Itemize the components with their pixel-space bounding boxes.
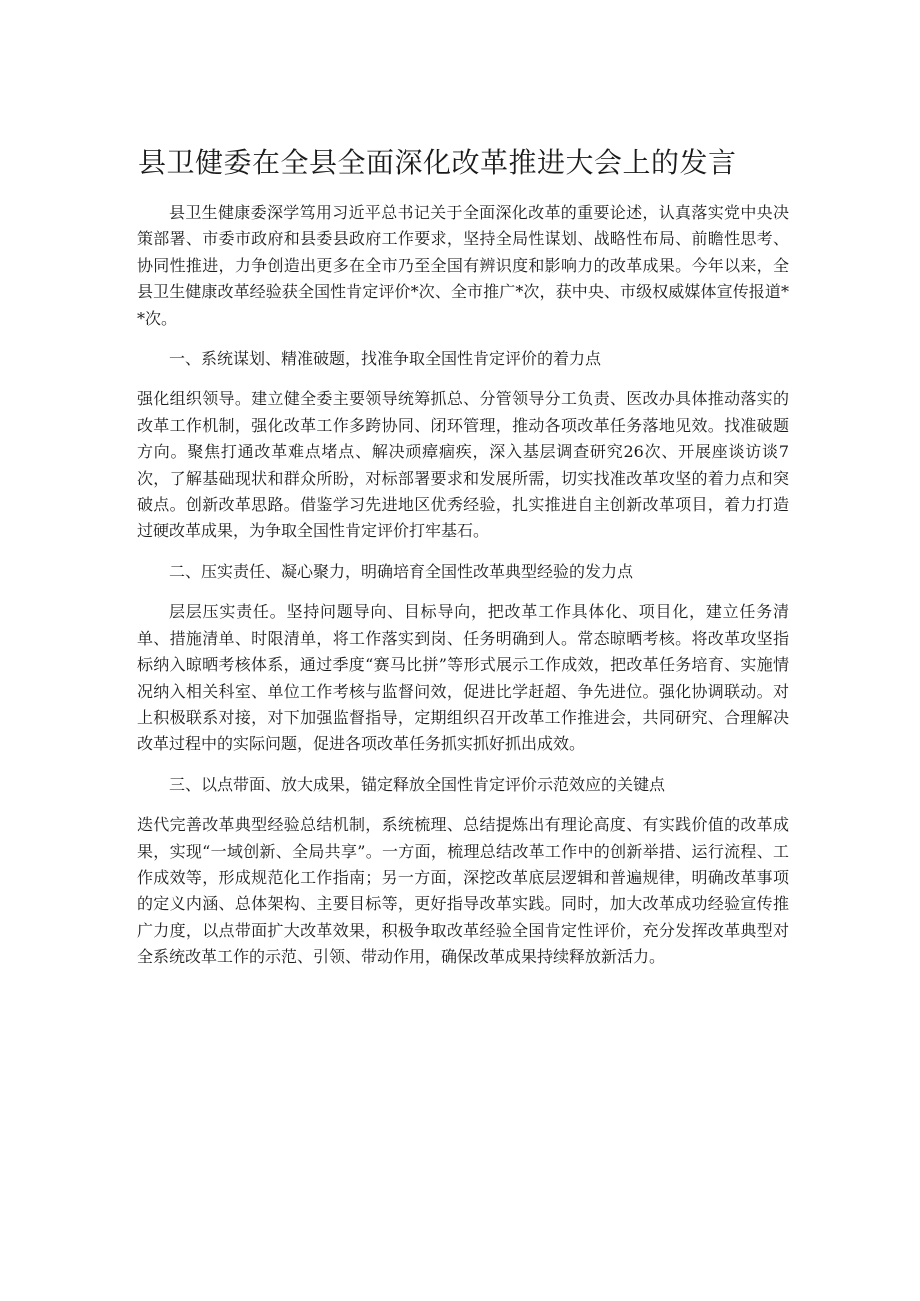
section-heading-2: 二、压实责任、凝心聚力，明确培育全国性改革典型经验的发力点: [169, 561, 634, 581]
intro-paragraph: 县卫生健康委深学笃用习近平总书记关于全面深化改革的重要论述，认真落实党中央决策部署、市委市政府和县委县政府工作要求，坚持全局性谋划、战略性布局、前瞻性思考、协同性推进，力争创造出更多在全市乃至全国有辨识度和影响力的改革成果。今年以来，全县卫生健康改革经验获全国性肯定评价*次、全市推广*次，获中央、市级权威媒体宣传报道**次。: [137, 203, 789, 328]
document-body: [137, 200, 789, 971]
section-body-1: 强化组织领导。建立健全委主要领导统筹抓总、分管领导分工负责、医改办具体推动落实的改革工作机制，强化改革工作多跨协同、闭环管理，推动各项改革任务落地见效。找准破题方向。聚焦打通改革难点堵点、解决顽瘴痼疾，深入基层调查研究26次、开展座谈访谈7次，了解基础现状和群众所盼，对标部署要求和发展所需，切实找准改革攻坚的着力点和突破点。创新改革思路。借鉴学习先进地区优秀经验，扎实推进自主创新改革项目，着力打造过硬改革成果，为争取全国性肯定评价打牢基石。: [137, 389, 789, 541]
section-body-3: 迭代完善改革典型经验总结机制，系统梳理、总结提炼出有理论高度、有实践价值的改革成果，实现“一域创新、全局共享”。一方面，梳理总结改革工作中的创新举措、运行流程、工作成效等，形成规范化工作指南；另一方面，深挖改革底层逻辑和普遍规律，明确改革事项的定义内涵、总体架构、主要目标等，更好指导改革实践。同时，加大改革成功经验宣传推广力度，以点带面扩大改革效果，积极争取改革经验全国肯定性评价，充分发挥改革典型对全系统改革工作的示范、引领、带动作用，确保改革成果持续释放新活力。: [137, 815, 789, 967]
section-body-2: 层层压实责任。坚持问题导向、目标导向，把改革工作具体化、项目化，建立任务清单、措施清单、时限清单，将工作落实到岗、任务明确到人。常态晾晒考核。将改革攻坚指标纳入晾晒考核体系，通过季度“赛马比拼”等形式展示工作成效，把改革任务培育、实施情况纳入相关科室、单位工作考核与监督问效，促进比学赶超、争先进位。强化协调联动。对上积极联系对接，对下加强监督指导，定期组织召开改革工作推进会，共同研究、合理解决改革过程中的实际问题，促进各项改革任务抓实抓好抓出成效。: [137, 602, 789, 754]
document-title: 县卫健委在全县全面深化改革推进大会上的发言: [138, 146, 737, 179]
section-heading-1: 一、系统谋划、精准破题，找准争取全国性肯定评价的着力点: [169, 349, 602, 369]
section-heading-3: 三、以点带面、放大成果，锚定释放全国性肯定评价示范效应的关键点: [169, 774, 666, 794]
